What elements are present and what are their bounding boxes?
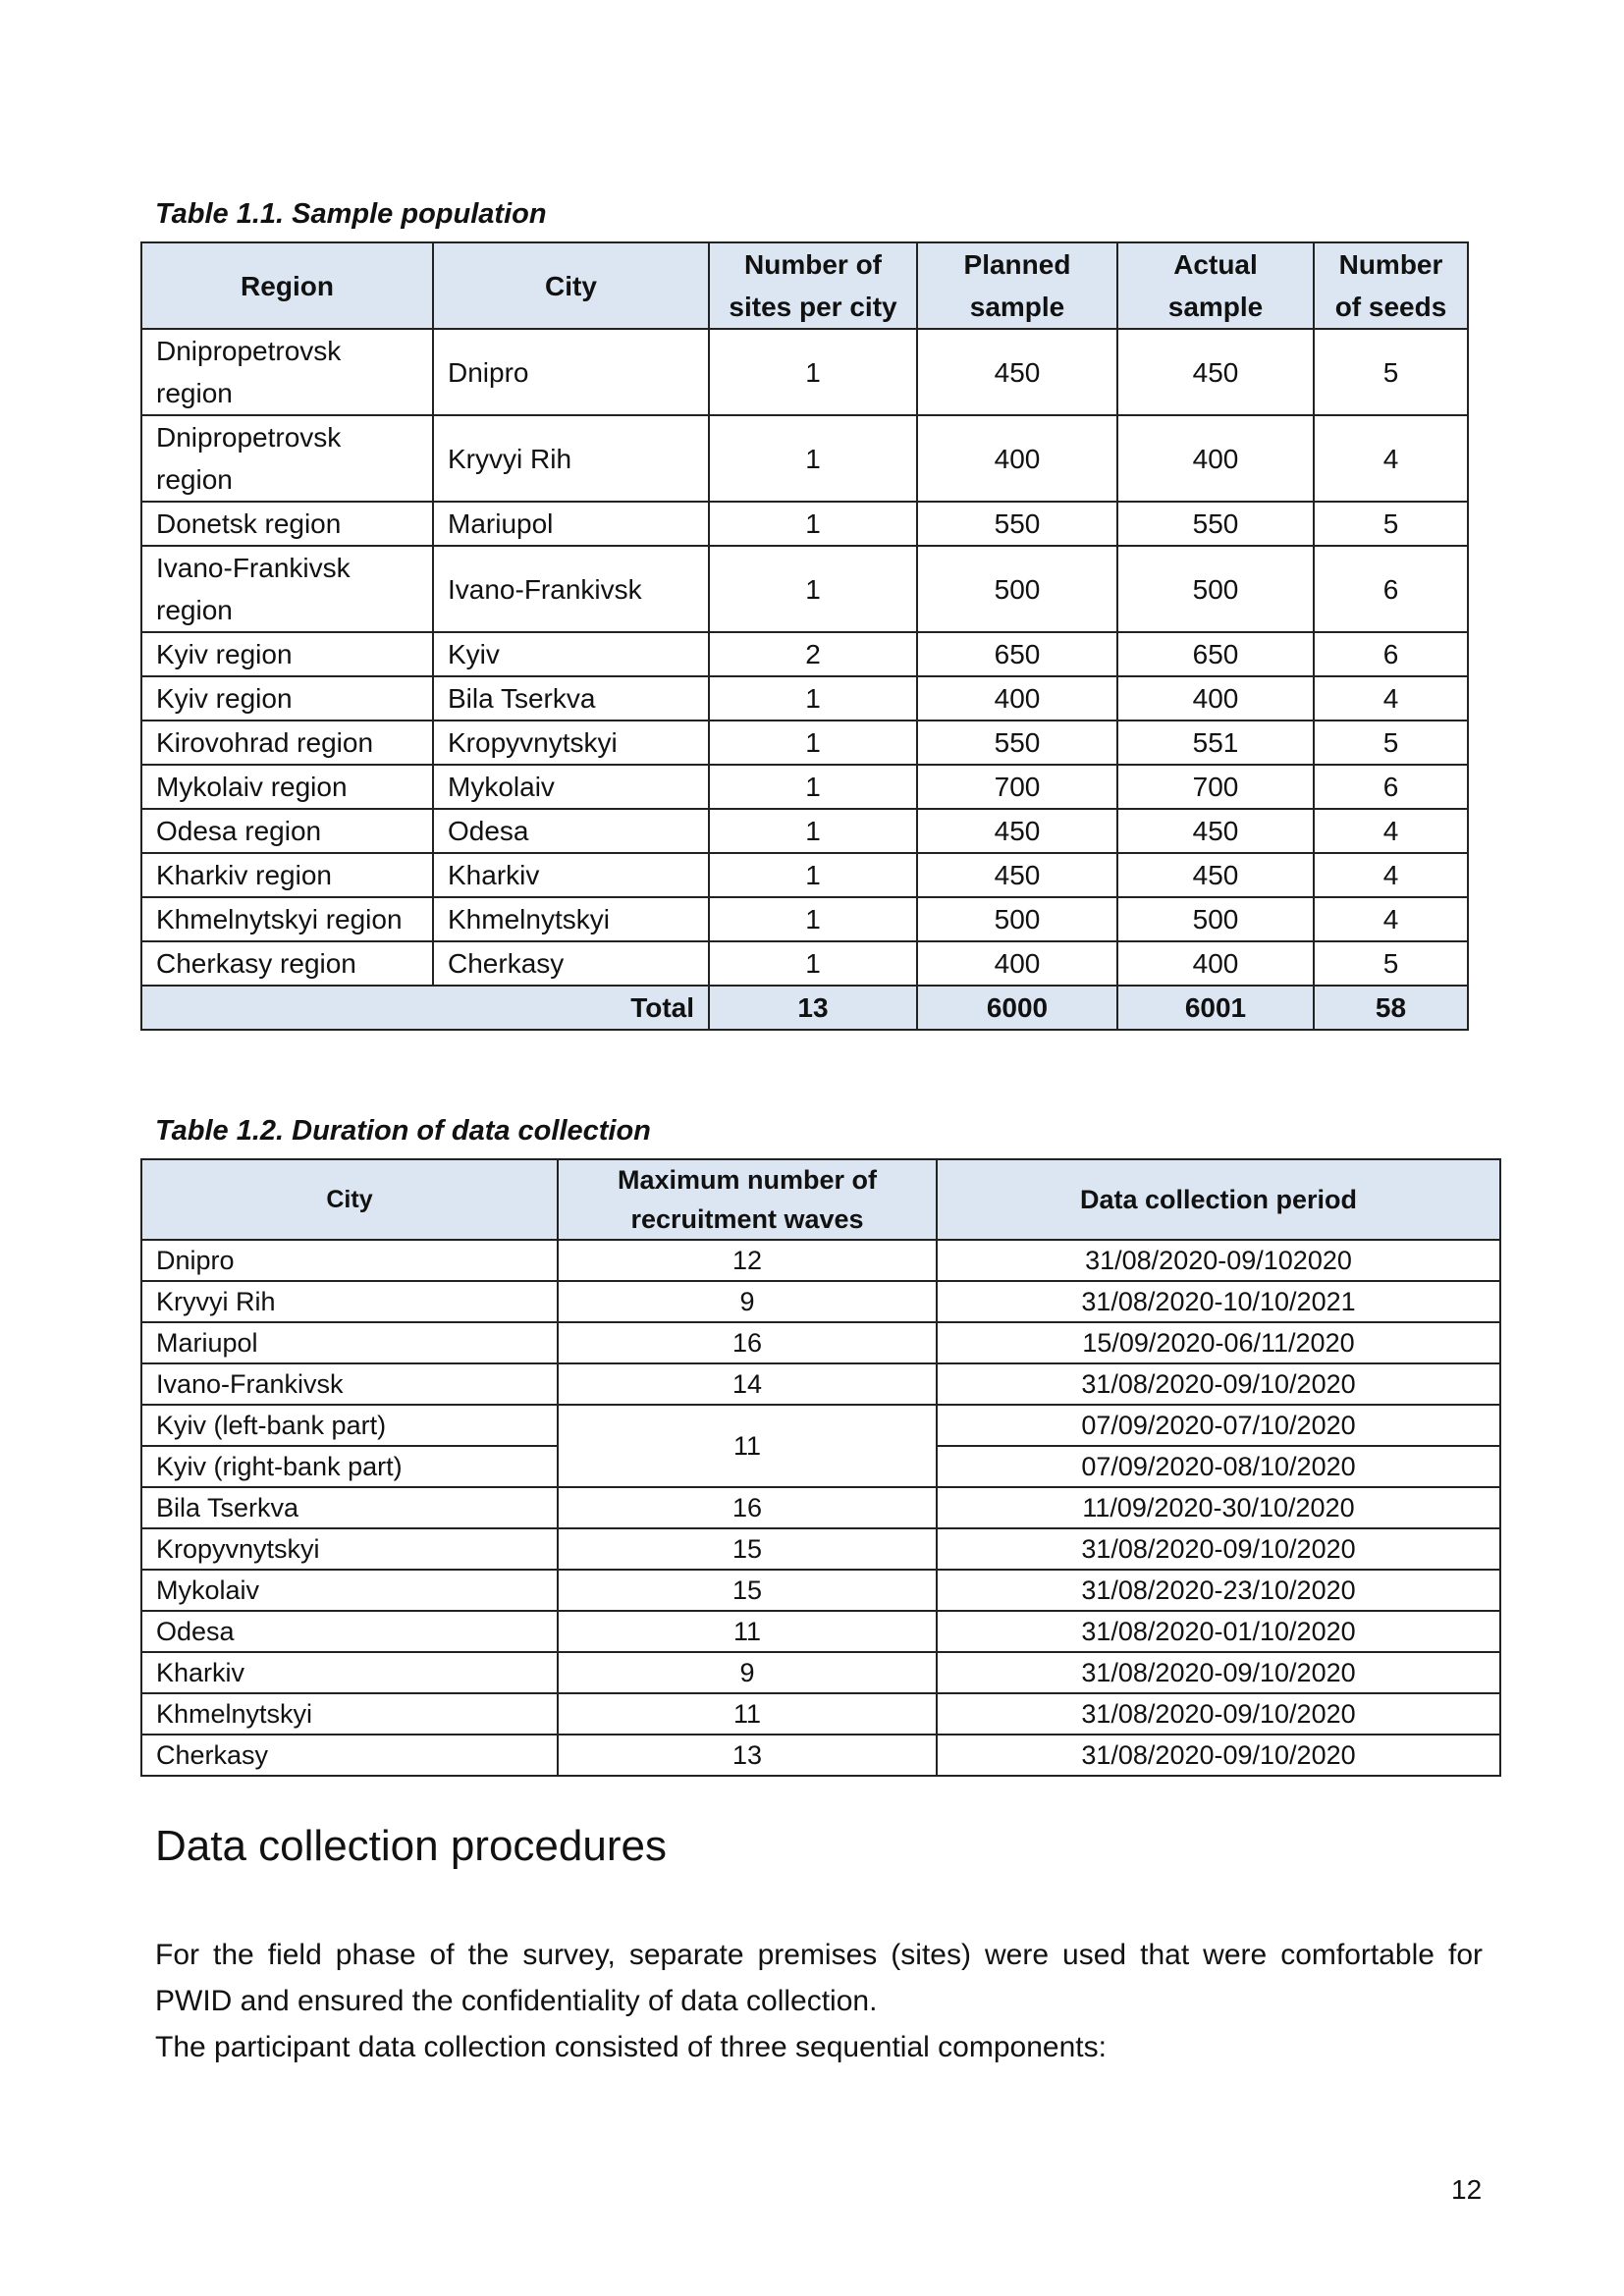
sites-cell: 1 <box>709 897 917 941</box>
actual-cell: 551 <box>1117 721 1314 765</box>
period-cell: 31/08/2020-09/10/2020 <box>937 1693 1500 1735</box>
table-row <box>141 1611 1500 1652</box>
planned-cell: 500 <box>917 546 1117 632</box>
table-row <box>141 765 1468 809</box>
seeds-cell: 4 <box>1314 897 1468 941</box>
region-cell: Kharkiv region <box>141 853 433 897</box>
waves-cell: 13 <box>558 1735 937 1776</box>
region-cell: Kyiv region <box>141 676 433 721</box>
waves-cell: 16 <box>558 1487 937 1528</box>
planned-cell: 400 <box>917 941 1117 986</box>
table-row <box>141 502 1468 546</box>
table-row <box>141 809 1468 853</box>
region-cell: Donetsk region <box>141 502 433 546</box>
city-cell: Cherkasy <box>141 1735 558 1776</box>
sites-cell: 1 <box>709 765 917 809</box>
actual-cell: 650 <box>1117 632 1314 676</box>
table-row <box>141 1363 1500 1405</box>
planned-cell: 550 <box>917 502 1117 546</box>
period-cell: 07/09/2020-07/10/2020 <box>937 1405 1500 1446</box>
waves-cell: 9 <box>558 1652 937 1693</box>
city-cell: Ivano-Frankivsk <box>141 1363 558 1405</box>
city-cell: Mariupol <box>433 502 709 546</box>
table-row <box>141 1693 1500 1735</box>
period-cell: 31/08/2020-09/10/2020 <box>937 1528 1500 1570</box>
sites-cell: 1 <box>709 546 917 632</box>
planned-cell: 500 <box>917 897 1117 941</box>
waves-cell: 15 <box>558 1528 937 1570</box>
period-cell: 31/08/2020-09/10/2020 <box>937 1363 1500 1405</box>
waves-cell: 15 <box>558 1570 937 1611</box>
seeds-cell: 5 <box>1314 502 1468 546</box>
actual-cell: 400 <box>1117 676 1314 721</box>
city-cell: Mykolaiv <box>433 765 709 809</box>
city-cell: Mariupol <box>141 1322 558 1363</box>
header-region: Region <box>141 242 433 329</box>
duration-table <box>140 1158 1501 1777</box>
city-cell: Kharkiv <box>141 1652 558 1693</box>
sites-cell: 1 <box>709 676 917 721</box>
city-cell: Kryvyi Rih <box>141 1281 558 1322</box>
region-cell: Khmelnytskyi region <box>141 897 433 941</box>
header-city: City <box>141 1159 558 1240</box>
total-planned: 6000 <box>917 986 1117 1030</box>
table-row <box>141 1322 1500 1363</box>
seeds-cell: 5 <box>1314 721 1468 765</box>
body-paragraph: The participant data collection consisted of three sequential components: <box>155 2031 1107 2063</box>
sites-cell: 1 <box>709 853 917 897</box>
seeds-cell: 4 <box>1314 853 1468 897</box>
city-cell: Kyiv <box>433 632 709 676</box>
body-paragraph: For the field phase of the survey, separate premises (sites) were used that were comfortable for PWID and ensured the confidentiality of data collection. <box>155 1939 1483 2017</box>
city-cell: Kharkiv <box>433 853 709 897</box>
table-row <box>141 415 1468 502</box>
region-cell: Cherkasy region <box>141 941 433 986</box>
page-number: 12 <box>1451 2174 1483 2205</box>
city-cell: Odesa <box>433 809 709 853</box>
table-row <box>141 329 1468 415</box>
region-cell: Mykolaiv region <box>141 765 433 809</box>
sites-cell: 1 <box>709 721 917 765</box>
waves-cell: 11 <box>558 1611 937 1652</box>
period-cell: 31/08/2020-09/102020 <box>937 1240 1500 1281</box>
total-actual: 6001 <box>1117 986 1314 1030</box>
region-cell: Dnipropetrovsk region <box>141 415 433 502</box>
table-row <box>141 1528 1500 1570</box>
period-cell: 15/09/2020-06/11/2020 <box>937 1322 1500 1363</box>
city-cell: Khmelnytskyi <box>433 897 709 941</box>
table-row <box>141 632 1468 676</box>
waves-cell: 9 <box>558 1281 937 1322</box>
period-cell: 07/09/2020-08/10/2020 <box>937 1446 1500 1487</box>
city-cell: Bila Tserkva <box>433 676 709 721</box>
city-cell: Kryvyi Rih <box>433 415 709 502</box>
table-row <box>141 1652 1500 1693</box>
section-heading: Data collection procedures <box>155 1822 667 1870</box>
planned-cell: 400 <box>917 415 1117 502</box>
actual-cell: 450 <box>1117 853 1314 897</box>
header-sites: Number of sites per city <box>709 242 917 329</box>
city-cell: Odesa <box>141 1611 558 1652</box>
seeds-cell: 6 <box>1314 546 1468 632</box>
table-row <box>141 1570 1500 1611</box>
sites-cell: 1 <box>709 502 917 546</box>
actual-cell: 500 <box>1117 546 1314 632</box>
waves-cell: 12 <box>558 1240 937 1281</box>
table-row <box>141 853 1468 897</box>
city-cell: Bila Tserkva <box>141 1487 558 1528</box>
city-cell: Khmelnytskyi <box>141 1693 558 1735</box>
total-seeds: 58 <box>1314 986 1468 1030</box>
table-row <box>141 1240 1500 1281</box>
sample-population-table <box>140 241 1469 1031</box>
table-row <box>141 1405 1500 1446</box>
period-cell: 11/09/2020-30/10/2020 <box>937 1487 1500 1528</box>
waves-cell: 16 <box>558 1322 937 1363</box>
period-cell: 31/08/2020-10/10/2021 <box>937 1281 1500 1322</box>
region-cell: Odesa region <box>141 809 433 853</box>
planned-cell: 400 <box>917 676 1117 721</box>
actual-cell: 700 <box>1117 765 1314 809</box>
seeds-cell: 6 <box>1314 632 1468 676</box>
table-row <box>141 897 1468 941</box>
table2-header-row <box>141 1159 1500 1240</box>
total-sites: 13 <box>709 986 917 1030</box>
table-row <box>141 1487 1500 1528</box>
seeds-cell: 6 <box>1314 765 1468 809</box>
region-cell: Dnipropetrovsk region <box>141 329 433 415</box>
city-cell: Kyiv (right-bank part) <box>141 1446 558 1487</box>
header-period: Data collection period <box>937 1159 1500 1240</box>
table2-caption: Table 1.2. Duration of data collection <box>155 1115 651 1147</box>
header-waves: Maximum number of recruitment waves <box>558 1159 937 1240</box>
table-row <box>141 546 1468 632</box>
waves-cell: 14 <box>558 1363 937 1405</box>
city-cell: Mykolaiv <box>141 1570 558 1611</box>
actual-cell: 400 <box>1117 941 1314 986</box>
header-planned: Planned sample <box>917 242 1117 329</box>
table-row <box>141 1281 1500 1322</box>
total-label: Total <box>141 986 709 1030</box>
city-cell: Kyiv (left-bank part) <box>141 1405 558 1446</box>
table-row <box>141 941 1468 986</box>
header-seeds: Number of seeds <box>1314 242 1468 329</box>
planned-cell: 650 <box>917 632 1117 676</box>
period-cell: 31/08/2020-09/10/2020 <box>937 1652 1500 1693</box>
planned-cell: 450 <box>917 329 1117 415</box>
city-cell: Kropyvnytskyi <box>433 721 709 765</box>
waves-cell: 11 <box>558 1405 937 1487</box>
table-row <box>141 676 1468 721</box>
city-cell: Dnipro <box>141 1240 558 1281</box>
planned-cell: 550 <box>917 721 1117 765</box>
city-cell: Cherkasy <box>433 941 709 986</box>
actual-cell: 500 <box>1117 897 1314 941</box>
period-cell: 31/08/2020-09/10/2020 <box>937 1735 1500 1776</box>
table1-caption: Table 1.1. Sample population <box>155 198 547 230</box>
seeds-cell: 5 <box>1314 941 1468 986</box>
actual-cell: 450 <box>1117 809 1314 853</box>
header-actual: Actual sample <box>1117 242 1314 329</box>
table-row <box>141 721 1468 765</box>
table-row <box>141 1735 1500 1776</box>
seeds-cell: 4 <box>1314 809 1468 853</box>
sites-cell: 1 <box>709 941 917 986</box>
actual-cell: 400 <box>1117 415 1314 502</box>
planned-cell: 450 <box>917 809 1117 853</box>
actual-cell: 550 <box>1117 502 1314 546</box>
seeds-cell: 4 <box>1314 415 1468 502</box>
seeds-cell: 5 <box>1314 329 1468 415</box>
waves-cell: 11 <box>558 1693 937 1735</box>
sites-cell: 1 <box>709 809 917 853</box>
seeds-cell: 4 <box>1314 676 1468 721</box>
table1-header-row <box>141 242 1468 329</box>
table1-total-row <box>141 986 1468 1030</box>
period-cell: 31/08/2020-23/10/2020 <box>937 1570 1500 1611</box>
sites-cell: 2 <box>709 632 917 676</box>
header-city: City <box>433 242 709 329</box>
city-cell: Kropyvnytskyi <box>141 1528 558 1570</box>
sites-cell: 1 <box>709 415 917 502</box>
region-cell: Kyiv region <box>141 632 433 676</box>
region-cell: Ivano-Frankivsk region <box>141 546 433 632</box>
planned-cell: 450 <box>917 853 1117 897</box>
region-cell: Kirovohrad region <box>141 721 433 765</box>
period-cell: 31/08/2020-01/10/2020 <box>937 1611 1500 1652</box>
actual-cell: 450 <box>1117 329 1314 415</box>
planned-cell: 700 <box>917 765 1117 809</box>
city-cell: Dnipro <box>433 329 709 415</box>
sites-cell: 1 <box>709 329 917 415</box>
city-cell: Ivano-Frankivsk <box>433 546 709 632</box>
